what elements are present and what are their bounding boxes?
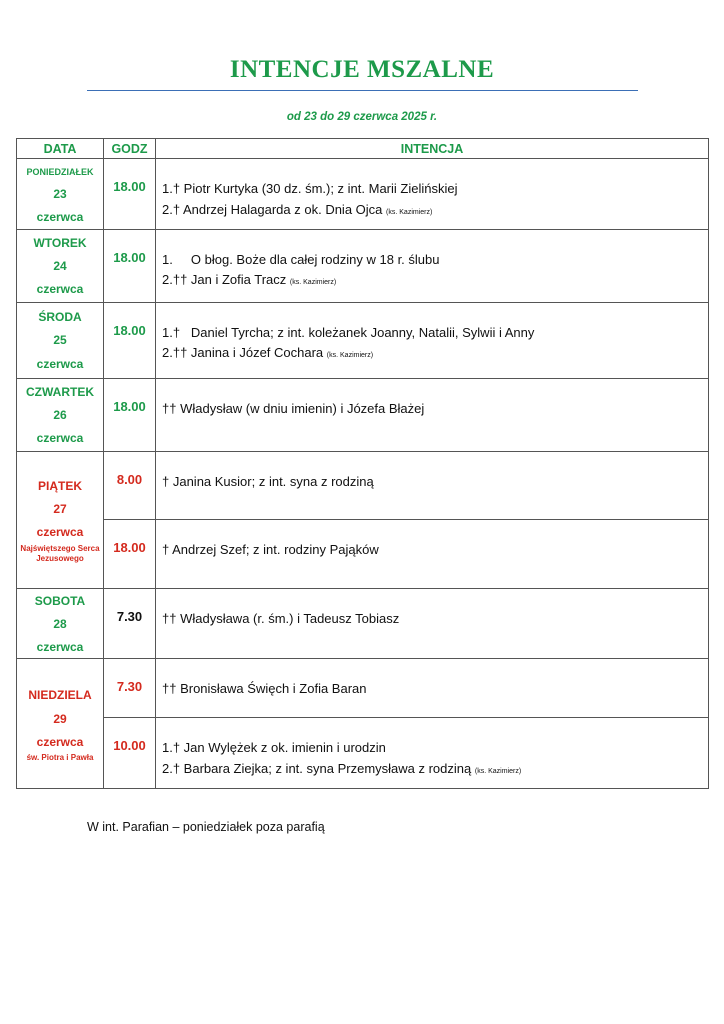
mass-time: 8.00 — [104, 451, 156, 519]
day-name: NIEDZIELA — [28, 688, 92, 703]
table-row — [17, 718, 709, 789]
day-cell — [17, 588, 104, 659]
day-month: czerwca — [36, 356, 84, 371]
header-data: DATA — [17, 139, 104, 159]
priest-note: (ks. Kazimierz) — [386, 208, 433, 216]
table-row — [17, 519, 709, 588]
mass-time: 18.00 — [104, 159, 156, 230]
intention-cell — [156, 588, 709, 659]
header-intencja: INTENCJA — [156, 139, 709, 159]
intention-line: † Andrzej Szef; z int. rodziny Pająków — [162, 541, 379, 557]
intention-line: †† Bronisława Święch i Zofia Baran — [162, 681, 367, 697]
intention-cell — [156, 659, 709, 718]
title-underline — [87, 90, 638, 91]
intention-line: 1.† Jan Wylężek z ok. imienin i urodzin — [162, 740, 386, 756]
intention-line: 2.†† Janina i Józef Cochara (ks. Kazimierz) — [162, 345, 374, 361]
day-name: CZWARTEK — [26, 384, 94, 399]
intention-line: 2.†† Jan i Zofia Tracz (ks. Kazimierz) — [162, 272, 337, 288]
day-date: 27 — [53, 502, 67, 517]
intention-cell — [156, 519, 709, 588]
day-month: czerwca — [36, 282, 84, 297]
header-godz: GODZ — [104, 139, 156, 159]
day-month: czerwca — [36, 431, 84, 446]
day-name: ŚRODA — [38, 310, 82, 325]
intention-cell — [156, 451, 709, 519]
intention-cell — [156, 159, 709, 230]
mass-time: 7.30 — [104, 588, 156, 659]
intention-line: † Janina Kusior; z int. syna z rodziną — [162, 473, 374, 489]
day-date: 25 — [53, 333, 67, 348]
table-row — [17, 659, 709, 718]
day-month: czerwca — [36, 734, 84, 749]
feast-name: św. Piotra i Pawła — [26, 753, 94, 762]
intention-cell — [156, 718, 709, 789]
intention-cell — [156, 378, 709, 451]
page-title: INTENCJE MSZALNE — [229, 56, 495, 83]
mass-time: 18.00 — [104, 302, 156, 378]
day-month: czerwca — [36, 639, 84, 654]
day-date: 29 — [53, 711, 67, 726]
mass-time: 10.00 — [104, 718, 156, 789]
day-month: czerwca — [36, 210, 84, 225]
table-row — [17, 451, 709, 519]
day-name: PIĄTEK — [37, 478, 82, 493]
day-name: WTOREK — [33, 235, 87, 250]
priest-note: (ks. Kazimierz) — [474, 767, 522, 775]
mass-schedule-table — [16, 138, 709, 789]
mass-time: 18.00 — [104, 519, 156, 588]
day-month: czerwca — [36, 525, 84, 540]
header-row — [17, 139, 709, 159]
mass-time: 18.00 — [104, 229, 156, 302]
footer-note: W int. Parafian – poniedziałek poza parafią — [87, 820, 325, 834]
intention-cell — [156, 302, 709, 378]
intention-cell — [156, 229, 709, 302]
day-cell — [17, 659, 104, 789]
intention-line: 1. O błog. Boże dla całej rodziny w 18 r. ślubu — [162, 251, 440, 267]
day-date: 26 — [53, 407, 67, 422]
day-cell — [17, 378, 104, 451]
day-cell — [17, 302, 104, 378]
table-row — [17, 378, 709, 451]
table-row — [17, 229, 709, 302]
feast-name: Najświętszego Serca Jezusowego — [20, 543, 100, 564]
intention-line: †† Władysława (r. śm.) i Tadeusz Tobiasz — [162, 610, 400, 626]
day-date: 24 — [53, 258, 67, 273]
intention-line: 2.† Andrzej Halagarda z ok. Dnia Ojca (ks. Kazimierz) — [162, 201, 433, 217]
day-date: 23 — [53, 187, 67, 202]
table-row — [17, 588, 709, 659]
day-cell — [17, 451, 104, 588]
table-row — [17, 159, 709, 230]
day-name: PONIEDZIAŁEK — [26, 167, 94, 177]
intention-line: †† Władysław (w dniu imienin) i Józefa Błażej — [162, 400, 425, 416]
mass-time: 18.00 — [104, 378, 156, 451]
date-range: od 23 do 29 czerwca 2025 r. — [286, 111, 438, 123]
table-row — [17, 302, 709, 378]
intention-line: 1.† Piotr Kurtyka (30 dz. śm.); z int. Marii Zielińskiej — [162, 181, 458, 196]
day-cell — [17, 159, 104, 230]
day-name: SOBOTA — [34, 593, 86, 608]
priest-note: (ks. Kazimierz) — [326, 352, 374, 360]
intention-line: 1.† Daniel Tyrcha; z int. koleżanek Joanny, Natalii, Sylwii i Anny — [162, 324, 535, 340]
priest-note: (ks. Kazimierz) — [289, 279, 337, 287]
mass-time: 7.30 — [104, 659, 156, 718]
intention-line: 2.† Barbara Ziejka; z int. syna Przemysława z rodziną (ks. Kazimierz) — [162, 760, 522, 776]
day-cell — [17, 229, 104, 302]
day-date: 28 — [53, 616, 67, 631]
